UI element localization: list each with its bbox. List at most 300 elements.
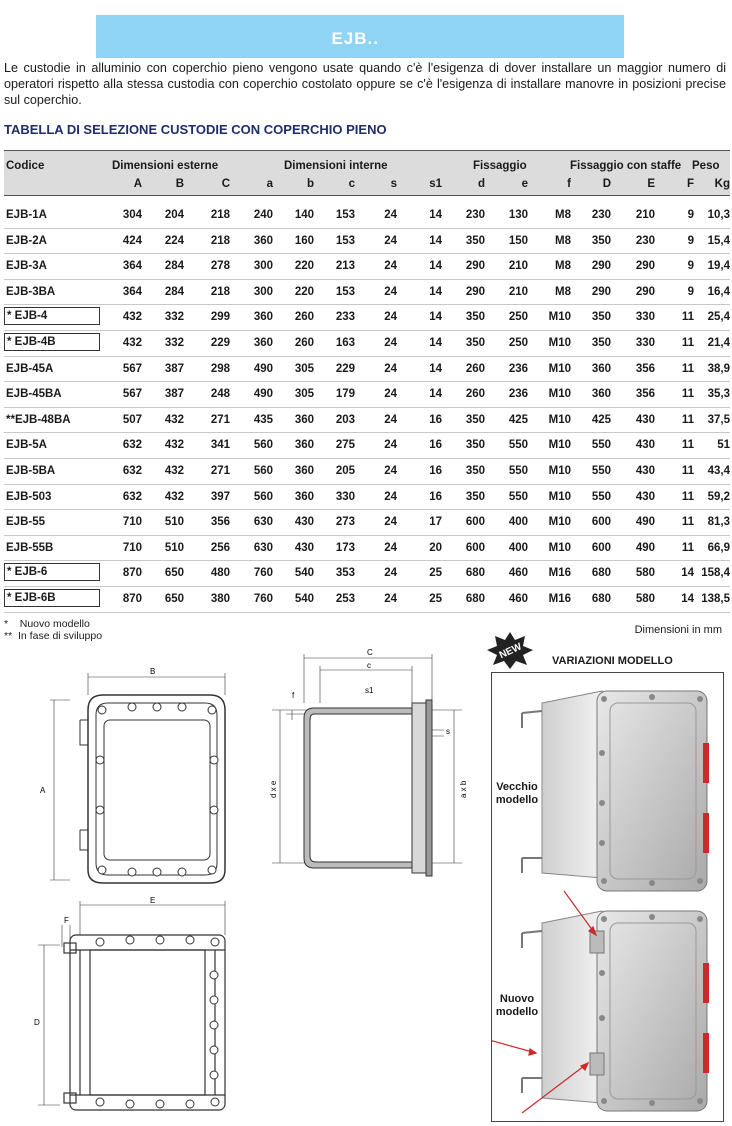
row-cell: 24 bbox=[384, 209, 397, 221]
new-model-label-line2: modello bbox=[495, 1006, 539, 1018]
label-E: E bbox=[150, 896, 156, 905]
row-cell: 290 bbox=[465, 260, 485, 273]
row-cell: 870 bbox=[122, 567, 142, 580]
row-cell: 16,4 bbox=[707, 285, 730, 298]
row-cell: M16 bbox=[548, 593, 571, 605]
row-cell: 560 bbox=[253, 490, 273, 503]
row-code: EJB-55B bbox=[6, 541, 54, 554]
row-cell: 210 bbox=[508, 260, 528, 273]
row-cell: 236 bbox=[508, 388, 528, 401]
row-cell: 43,4 bbox=[707, 465, 730, 477]
row-cell: 14 bbox=[429, 260, 442, 273]
row-cell: 300 bbox=[253, 285, 273, 298]
row-cell: 224 bbox=[164, 234, 184, 247]
row-cell: 24 bbox=[384, 285, 397, 298]
row-cell: 9 bbox=[687, 234, 694, 247]
row-cell: 24 bbox=[384, 465, 397, 477]
row-cell: 680 bbox=[591, 593, 611, 605]
row-cell: 425 bbox=[508, 413, 528, 426]
row-cell: 360 bbox=[253, 234, 273, 247]
row-cell: 600 bbox=[591, 516, 611, 529]
row-cell: 360 bbox=[294, 413, 314, 426]
row-cell: 153 bbox=[335, 285, 355, 298]
old-model-label bbox=[492, 781, 542, 807]
row-cell: 260 bbox=[465, 362, 485, 375]
row-cell: 59,2 bbox=[707, 490, 730, 503]
row-cell: 38,9 bbox=[707, 362, 730, 375]
row-cell: 24 bbox=[384, 234, 397, 247]
row-cell: 480 bbox=[210, 567, 230, 580]
row-cell: 356 bbox=[210, 516, 230, 529]
row-cell: 19,4 bbox=[707, 260, 730, 273]
subheader-3: a bbox=[266, 178, 273, 190]
row-cell: 24 bbox=[384, 337, 397, 349]
table-row bbox=[4, 202, 730, 229]
row-cell: 630 bbox=[253, 516, 273, 529]
row-cell: 14 bbox=[429, 209, 442, 221]
row-cell: 218 bbox=[210, 234, 230, 247]
row-cell: 260 bbox=[465, 388, 485, 401]
row-cell: 220 bbox=[294, 285, 314, 298]
row-cell: 14 bbox=[429, 337, 442, 349]
row-cell: 350 bbox=[465, 234, 485, 247]
row-cell: 490 bbox=[253, 388, 273, 401]
row-cell: 432 bbox=[122, 311, 142, 324]
row-cell: 710 bbox=[122, 516, 142, 529]
header-fissaggio-staffe: Fissaggio con staffe bbox=[570, 160, 682, 172]
row-cell: 14 bbox=[429, 388, 442, 401]
row-cell: 24 bbox=[384, 541, 397, 554]
row-cell: 81,3 bbox=[707, 516, 730, 529]
row-cell: M10 bbox=[548, 465, 571, 477]
row-cell: 680 bbox=[591, 567, 611, 580]
row-cell: 360 bbox=[294, 490, 314, 503]
row-code: EJB-2A bbox=[6, 234, 47, 247]
row-cell: 11 bbox=[681, 465, 694, 477]
row-cell: M8 bbox=[555, 209, 571, 221]
row-cell: 24 bbox=[384, 260, 397, 273]
row-cell: 550 bbox=[591, 490, 611, 503]
row-cell: 490 bbox=[635, 541, 655, 554]
row-cell: 632 bbox=[122, 490, 142, 503]
subheader-2: C bbox=[221, 178, 230, 190]
row-cell: M8 bbox=[555, 260, 571, 273]
row-cell: 332 bbox=[164, 337, 184, 349]
row-cell: 230 bbox=[591, 209, 611, 221]
row-cell: 580 bbox=[635, 593, 655, 605]
row-cell: 460 bbox=[508, 593, 528, 605]
row-cell: 550 bbox=[508, 465, 528, 477]
row-cell: 430 bbox=[294, 541, 314, 554]
row-cell: 299 bbox=[210, 311, 230, 324]
row-cell: 11 bbox=[681, 516, 694, 529]
row-cell: 248 bbox=[210, 388, 230, 401]
row-cell: 290 bbox=[635, 260, 655, 273]
row-cell: 350 bbox=[465, 490, 485, 503]
row-cell: 14 bbox=[429, 311, 442, 324]
row-cell: M10 bbox=[548, 541, 571, 554]
row-cell: 760 bbox=[253, 593, 273, 605]
subheader-6: s bbox=[390, 178, 397, 190]
row-cell: 20 bbox=[429, 541, 442, 554]
row-cell: 16 bbox=[429, 490, 442, 503]
old-model-enclosure bbox=[522, 691, 709, 891]
row-cell: 364 bbox=[122, 285, 142, 298]
row-cell: 332 bbox=[164, 311, 184, 324]
label-c: c bbox=[367, 661, 371, 670]
old-model-label-line1: Vecchio bbox=[496, 781, 538, 793]
row-cell: 260 bbox=[294, 337, 314, 349]
label-s: s bbox=[446, 727, 450, 736]
row-cell: 300 bbox=[253, 260, 273, 273]
header-peso: Peso bbox=[692, 160, 720, 172]
dimensions-note: Dimensioni in mm bbox=[634, 624, 722, 636]
table-row bbox=[4, 458, 730, 485]
row-cell: M10 bbox=[548, 516, 571, 529]
row-cell: 430 bbox=[635, 413, 655, 426]
row-cell: 353 bbox=[335, 567, 355, 580]
row-cell: 350 bbox=[465, 439, 485, 452]
row-cell: 432 bbox=[122, 337, 142, 349]
table-row bbox=[4, 356, 730, 383]
row-cell: 16 bbox=[429, 413, 442, 426]
row-cell: 630 bbox=[253, 541, 273, 554]
row-cell: 400 bbox=[508, 516, 528, 529]
row-cell: 550 bbox=[591, 465, 611, 477]
row-cell: 387 bbox=[164, 388, 184, 401]
row-cell: 21,4 bbox=[707, 337, 730, 349]
label-axb: a x b bbox=[459, 780, 468, 798]
row-cell: 350 bbox=[591, 234, 611, 247]
row-cell: 140 bbox=[294, 209, 314, 221]
row-code: EJB-55 bbox=[6, 516, 45, 529]
subheader-7: s1 bbox=[429, 178, 442, 190]
row-cell: 632 bbox=[122, 439, 142, 452]
row-cell: 250 bbox=[508, 311, 528, 324]
subheader-12: E bbox=[647, 178, 655, 190]
row-code: * EJB-4 bbox=[4, 307, 100, 325]
table-row bbox=[4, 432, 730, 459]
row-cell: 271 bbox=[210, 465, 230, 477]
row-cell: 273 bbox=[335, 516, 355, 529]
row-cell: 360 bbox=[294, 439, 314, 452]
note-in-development: ** In fase di sviluppo bbox=[4, 630, 103, 642]
row-code: EJB-3BA bbox=[6, 285, 56, 298]
table-row bbox=[4, 484, 730, 511]
row-cell: 9 bbox=[687, 209, 694, 221]
row-cell: 490 bbox=[635, 516, 655, 529]
table-row bbox=[4, 586, 730, 613]
row-cell: 350 bbox=[465, 413, 485, 426]
row-cell: 680 bbox=[465, 567, 485, 580]
row-cell: 432 bbox=[164, 465, 184, 477]
notes bbox=[4, 618, 102, 642]
row-cell: 24 bbox=[384, 439, 397, 452]
table-row bbox=[4, 407, 730, 434]
row-cell: 153 bbox=[335, 234, 355, 247]
row-cell: 304 bbox=[122, 209, 142, 221]
row-cell: 24 bbox=[384, 516, 397, 529]
subheader-10: f bbox=[567, 178, 571, 190]
row-cell: 350 bbox=[591, 337, 611, 349]
row-cell: 260 bbox=[294, 311, 314, 324]
row-cell: 179 bbox=[335, 388, 355, 401]
row-cell: M10 bbox=[548, 413, 571, 426]
subheader-14: Kg bbox=[714, 178, 730, 190]
label-C: C bbox=[367, 648, 373, 657]
row-cell: 387 bbox=[164, 362, 184, 375]
subheader-0: A bbox=[133, 178, 142, 190]
row-cell: 14 bbox=[429, 285, 442, 298]
table-row bbox=[4, 253, 730, 280]
row-cell: 560 bbox=[253, 465, 273, 477]
row-code: EJB-1A bbox=[6, 209, 47, 221]
new-model-enclosure bbox=[522, 911, 709, 1111]
row-cell: 210 bbox=[508, 285, 528, 298]
row-code: * EJB-6B bbox=[4, 589, 100, 607]
row-cell: 550 bbox=[508, 490, 528, 503]
row-cell: 430 bbox=[635, 490, 655, 503]
row-cell: 24 bbox=[384, 413, 397, 426]
row-cell: 51 bbox=[717, 439, 730, 452]
row-cell: 425 bbox=[591, 413, 611, 426]
row-cell: 600 bbox=[465, 541, 485, 554]
row-cell: 173 bbox=[335, 541, 355, 554]
row-cell: 130 bbox=[508, 209, 528, 221]
row-cell: 435 bbox=[253, 413, 273, 426]
row-cell: 580 bbox=[635, 567, 655, 580]
row-cell: 37,5 bbox=[707, 413, 730, 426]
row-cell: 218 bbox=[210, 209, 230, 221]
row-cell: 305 bbox=[294, 362, 314, 375]
row-cell: 350 bbox=[465, 465, 485, 477]
row-cell: 160 bbox=[294, 234, 314, 247]
row-cell: 600 bbox=[591, 541, 611, 554]
label-f: f bbox=[292, 691, 295, 700]
row-cell: 24 bbox=[384, 362, 397, 375]
row-cell: 253 bbox=[335, 593, 355, 605]
row-code: * EJB-6 bbox=[4, 563, 100, 581]
row-code: EJB-5A bbox=[6, 439, 47, 452]
row-code: EJB-5BA bbox=[6, 465, 56, 477]
label-s1: s1 bbox=[365, 686, 374, 695]
row-cell: 256 bbox=[210, 541, 230, 554]
row-cell: M10 bbox=[548, 388, 571, 401]
row-cell: 350 bbox=[465, 311, 485, 324]
label-A: A bbox=[40, 786, 46, 795]
row-cell: 650 bbox=[164, 593, 184, 605]
row-cell: 16 bbox=[429, 439, 442, 452]
row-cell: 236 bbox=[508, 362, 528, 375]
row-cell: M10 bbox=[548, 311, 571, 324]
row-cell: 14 bbox=[429, 362, 442, 375]
new-badge-icon bbox=[485, 630, 535, 670]
row-cell: M10 bbox=[548, 439, 571, 452]
row-cell: 290 bbox=[591, 285, 611, 298]
row-cell: 230 bbox=[635, 234, 655, 247]
row-cell: 567 bbox=[122, 388, 142, 401]
new-badge-text: NEW bbox=[497, 641, 524, 662]
row-cell: 9 bbox=[687, 285, 694, 298]
table-row bbox=[4, 381, 730, 408]
subheader-11: D bbox=[602, 178, 611, 190]
row-cell: M8 bbox=[555, 234, 571, 247]
row-cell: M16 bbox=[548, 567, 571, 580]
row-cell: 632 bbox=[122, 465, 142, 477]
table-header bbox=[4, 150, 730, 196]
label-F: F bbox=[64, 916, 69, 925]
row-cell: 540 bbox=[294, 567, 314, 580]
row-cell: 356 bbox=[635, 362, 655, 375]
row-cell: 10,3 bbox=[707, 209, 730, 221]
row-cell: 290 bbox=[635, 285, 655, 298]
row-cell: 400 bbox=[508, 541, 528, 554]
row-cell: M10 bbox=[548, 490, 571, 503]
row-cell: 278 bbox=[210, 260, 230, 273]
row-cell: 229 bbox=[210, 337, 230, 349]
row-cell: 680 bbox=[465, 593, 485, 605]
intro-paragraph: Le custodie in alluminio con coperchio pieno vengono usate quando c'è l'esigenza di dover installare un maggior numero di operatori rispetto alla stessa custodia con coperchio costolato oppure se c'è l'esigenza di installare manovre in posizioni precise sul coperchio. bbox=[4, 61, 726, 107]
row-cell: 350 bbox=[591, 311, 611, 324]
row-cell: 540 bbox=[294, 593, 314, 605]
row-cell: 330 bbox=[335, 490, 355, 503]
row-cell: 424 bbox=[122, 234, 142, 247]
row-cell: 138,5 bbox=[701, 593, 730, 605]
label-dxe: d x e bbox=[269, 780, 278, 798]
row-cell: 432 bbox=[164, 413, 184, 426]
row-cell: 11 bbox=[681, 541, 694, 554]
row-cell: 17 bbox=[429, 516, 442, 529]
row-code: EJB-3A bbox=[6, 260, 47, 273]
row-cell: 432 bbox=[164, 490, 184, 503]
table-row bbox=[4, 228, 730, 255]
row-cell: 220 bbox=[294, 260, 314, 273]
variations-title: VARIAZIONI MODELLO bbox=[552, 655, 673, 667]
row-cell: 600 bbox=[465, 516, 485, 529]
row-cell: 550 bbox=[508, 439, 528, 452]
row-cell: 284 bbox=[164, 285, 184, 298]
row-cell: 360 bbox=[253, 311, 273, 324]
row-cell: 15,4 bbox=[707, 234, 730, 247]
model-variations-panel bbox=[491, 672, 724, 1122]
section-drawing bbox=[262, 648, 472, 888]
row-cell: 16 bbox=[429, 465, 442, 477]
header-codice: Codice bbox=[6, 160, 45, 172]
row-cell: 341 bbox=[210, 439, 230, 452]
row-cell: 210 bbox=[635, 209, 655, 221]
row-cell: 360 bbox=[591, 388, 611, 401]
row-cell: 218 bbox=[210, 285, 230, 298]
subheader-1: B bbox=[175, 178, 184, 190]
row-cell: 25 bbox=[429, 593, 442, 605]
row-cell: 204 bbox=[164, 209, 184, 221]
old-model-label-line2: modello bbox=[495, 794, 539, 806]
header-int-dims: Dimensioni interne bbox=[284, 160, 388, 172]
row-cell: 250 bbox=[508, 337, 528, 349]
row-cell: 364 bbox=[122, 260, 142, 273]
row-cell: 11 bbox=[681, 362, 694, 375]
row-cell: 360 bbox=[294, 465, 314, 477]
table-row bbox=[4, 560, 730, 587]
row-cell: 760 bbox=[253, 567, 273, 580]
row-cell: 14 bbox=[681, 593, 694, 605]
row-cell: 11 bbox=[681, 311, 694, 324]
section-title: TABELLA DI SELEZIONE CUSTODIE CON COPERCHIO PIENO bbox=[4, 122, 387, 137]
row-cell: 290 bbox=[465, 285, 485, 298]
row-code: **EJB-48BA bbox=[6, 413, 71, 426]
row-code: EJB-45A bbox=[6, 362, 54, 375]
row-cell: 360 bbox=[253, 337, 273, 349]
row-cell: 271 bbox=[210, 413, 230, 426]
label-B: B bbox=[150, 667, 156, 676]
label-D: D bbox=[34, 1018, 40, 1027]
row-cell: 24 bbox=[384, 567, 397, 580]
row-cell: 350 bbox=[465, 337, 485, 349]
row-cell: 163 bbox=[335, 337, 355, 349]
row-cell: 432 bbox=[164, 439, 184, 452]
row-cell: 24 bbox=[384, 593, 397, 605]
subheader-9: e bbox=[521, 178, 528, 190]
row-cell: 430 bbox=[635, 465, 655, 477]
row-cell: 35,3 bbox=[707, 388, 730, 401]
row-cell: 158,4 bbox=[701, 567, 730, 580]
row-cell: M8 bbox=[555, 285, 571, 298]
row-code: EJB-45BA bbox=[6, 388, 62, 401]
row-cell: 24 bbox=[384, 388, 397, 401]
table-row bbox=[4, 279, 730, 306]
row-cell: 360 bbox=[591, 362, 611, 375]
row-cell: 11 bbox=[681, 413, 694, 426]
enclosure-photos bbox=[492, 673, 723, 1121]
row-cell: 205 bbox=[335, 465, 355, 477]
bottom-view-drawing bbox=[30, 895, 240, 1120]
row-cell: 11 bbox=[681, 337, 694, 349]
row-cell: 550 bbox=[591, 439, 611, 452]
row-cell: 567 bbox=[122, 362, 142, 375]
row-cell: 650 bbox=[164, 567, 184, 580]
row-cell: 25 bbox=[429, 567, 442, 580]
new-model-label-line1: Nuovo bbox=[499, 993, 535, 1005]
subheader-8: d bbox=[477, 178, 485, 190]
row-cell: 510 bbox=[164, 516, 184, 529]
row-cell: M10 bbox=[548, 337, 571, 349]
row-cell: M10 bbox=[548, 362, 571, 375]
table-row bbox=[4, 304, 730, 331]
row-cell: 230 bbox=[465, 209, 485, 221]
row-cell: 240 bbox=[253, 209, 273, 221]
front-view-drawing bbox=[30, 665, 240, 890]
row-cell: 397 bbox=[210, 490, 230, 503]
row-cell: 153 bbox=[335, 209, 355, 221]
table-row bbox=[4, 535, 730, 562]
row-cell: 229 bbox=[335, 362, 355, 375]
row-cell: 150 bbox=[508, 234, 528, 247]
row-cell: 290 bbox=[591, 260, 611, 273]
row-cell: 9 bbox=[687, 260, 694, 273]
row-code: EJB-503 bbox=[6, 490, 52, 503]
subheader-13: F bbox=[686, 178, 694, 190]
row-cell: 490 bbox=[253, 362, 273, 375]
row-cell: 25,4 bbox=[707, 311, 730, 324]
row-cell: 870 bbox=[122, 593, 142, 605]
row-cell: 380 bbox=[210, 593, 230, 605]
subheader-4: b bbox=[306, 178, 314, 190]
row-cell: 330 bbox=[635, 311, 655, 324]
row-cell: 14 bbox=[429, 234, 442, 247]
subheader-5: c bbox=[348, 178, 355, 190]
row-cell: 11 bbox=[681, 490, 694, 503]
row-cell: 11 bbox=[681, 388, 694, 401]
